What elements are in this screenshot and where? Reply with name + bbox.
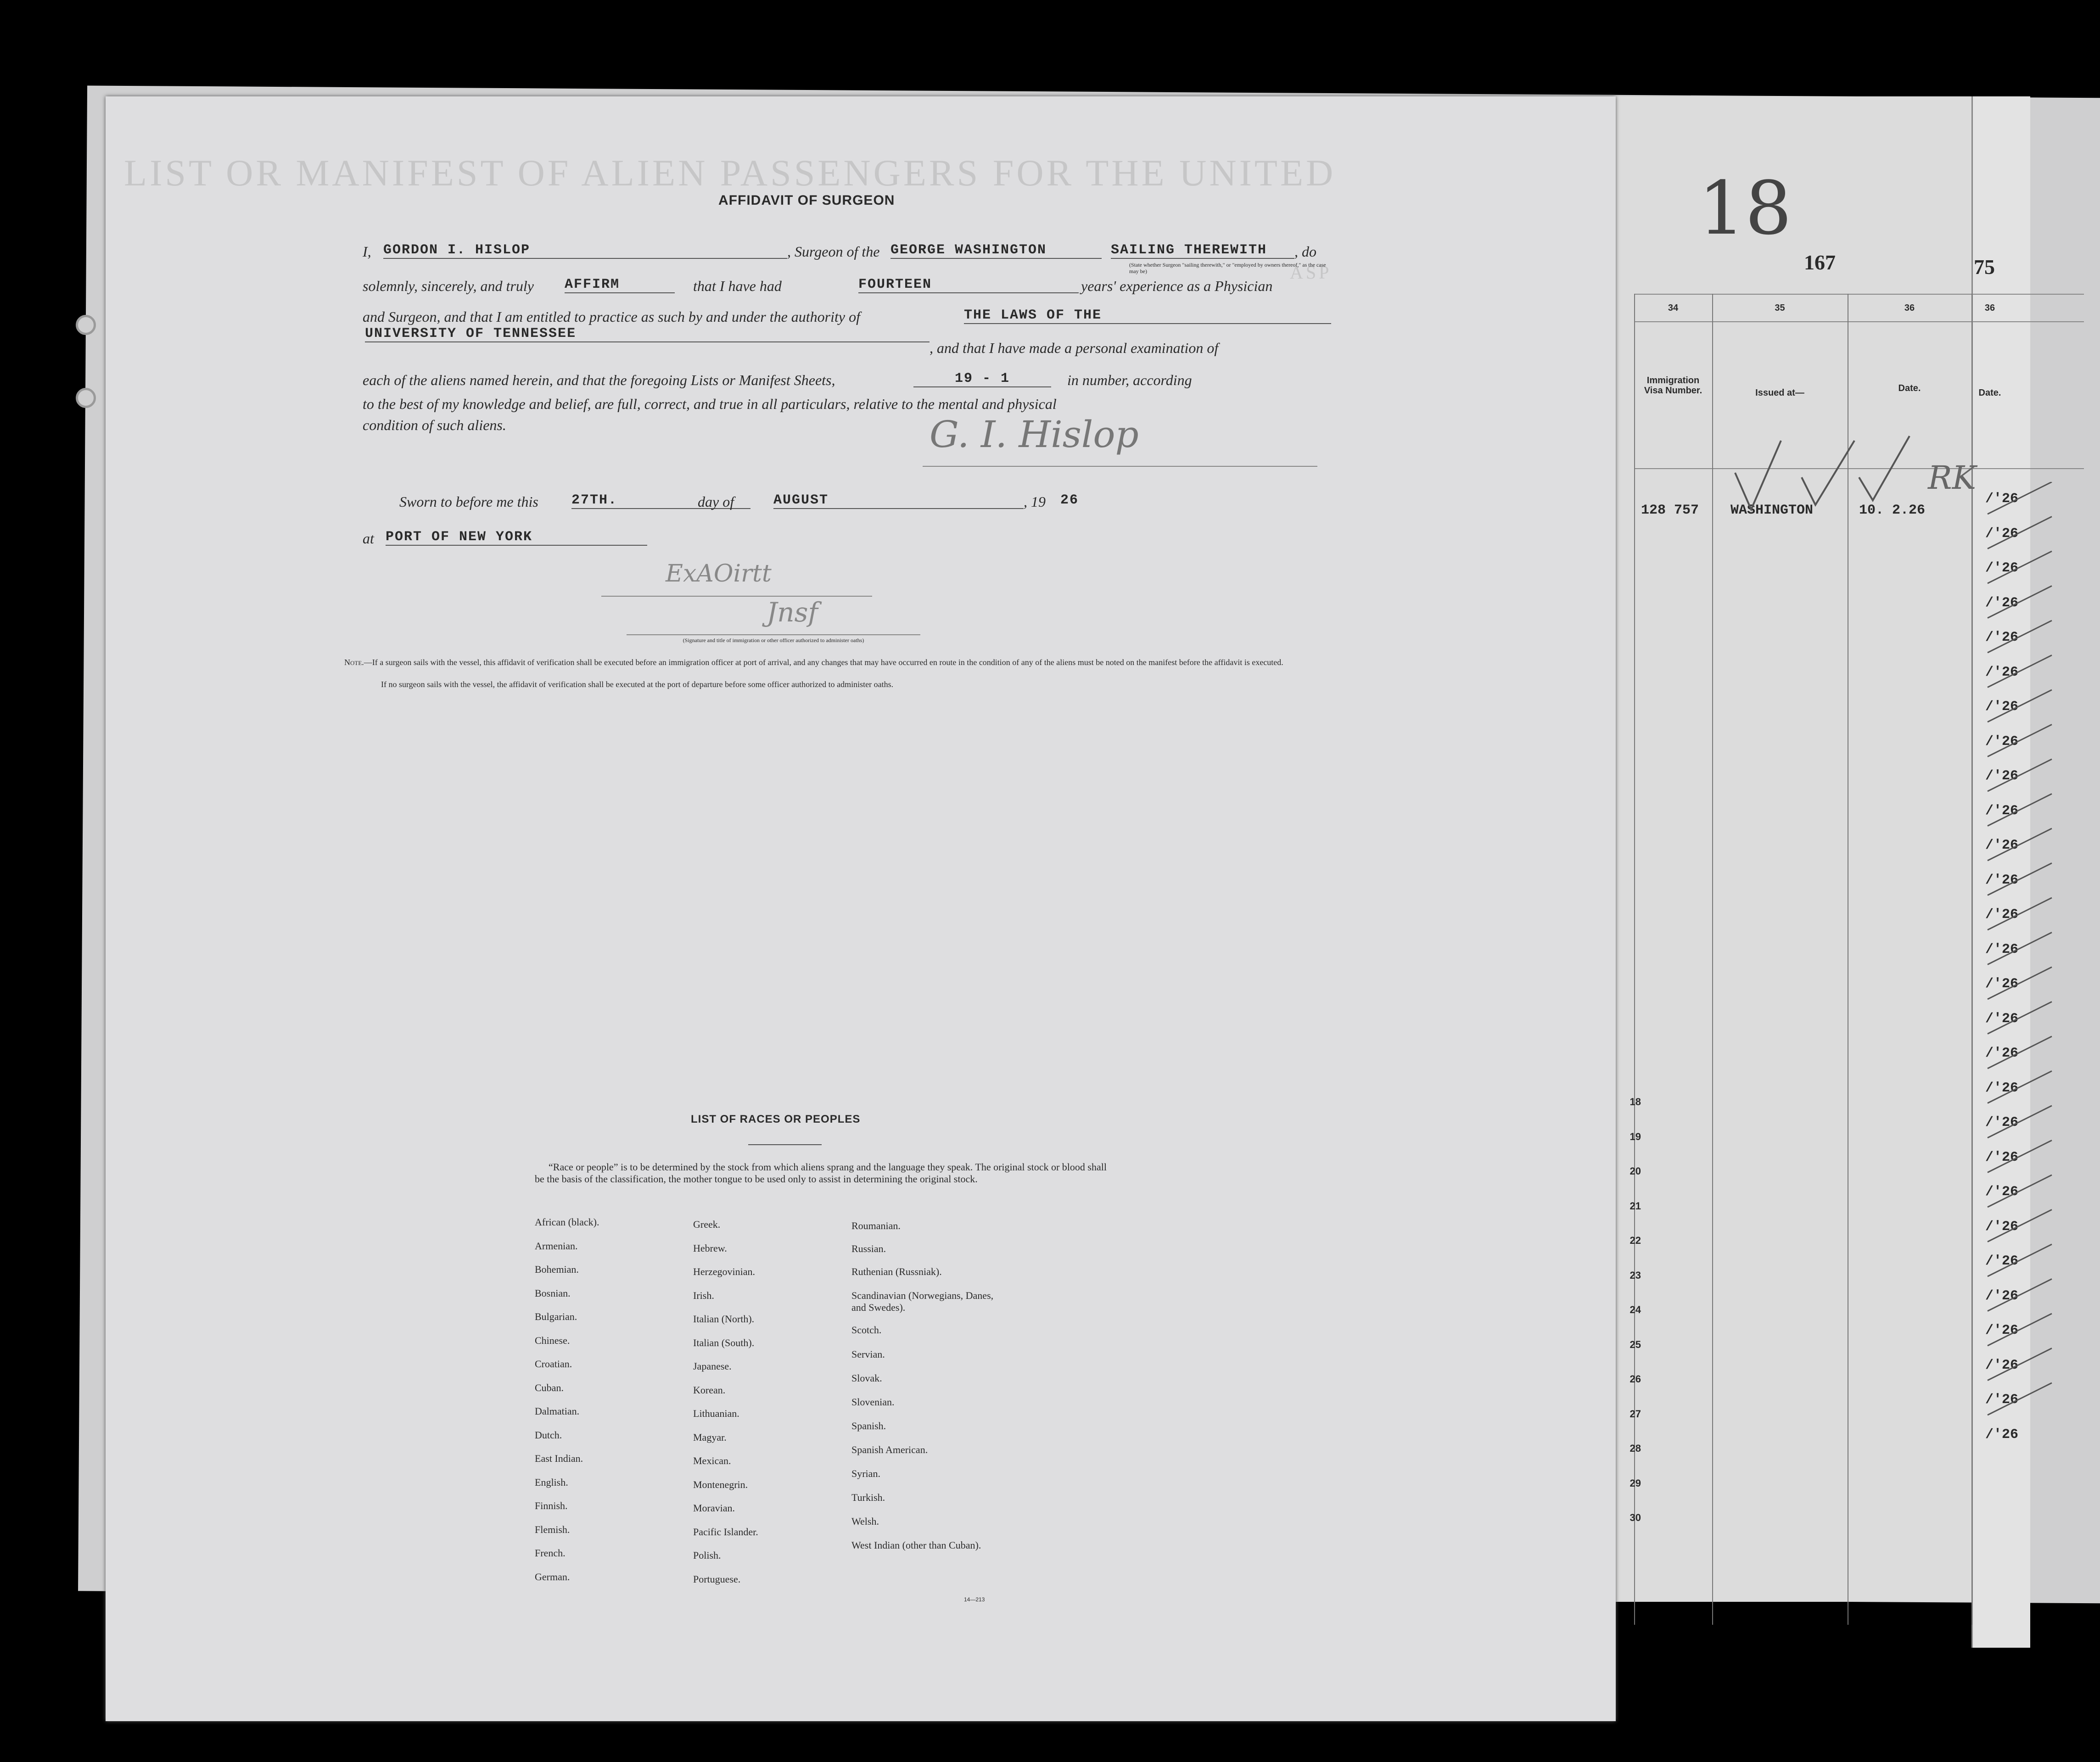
race-item: Ruthenian (Russniak).: [851, 1266, 942, 1277]
column-35-number: 35: [1775, 303, 1785, 313]
race-item: Slovenian.: [851, 1396, 895, 1408]
visa-date-value: 10. 2.26: [1859, 503, 1926, 518]
surgeon-of-label: , Surgeon of the: [787, 243, 880, 260]
sailing-status-field: SAILING THEREWITH: [1111, 242, 1294, 259]
at-label: at: [363, 530, 374, 547]
note-paragraph-1: —If a surgeon sails with the vessel, this affidavit of verification shall be executed before an immigration officer at port of arrival, and any changes that may have occurred en route in the condition of any of the aliens must be noted on the manifest before the affidavit is executed.: [364, 658, 1283, 667]
race-item: Russian.: [851, 1243, 886, 1254]
row-number: 22: [1630, 1235, 1641, 1246]
in-number-label: in number, according: [1067, 372, 1192, 388]
date-entry: /'26: [1985, 491, 2019, 507]
race-item: Syrian.: [851, 1468, 880, 1479]
date-check-slashes: [1983, 482, 2070, 1492]
date-entry: /'26: [1985, 595, 2019, 611]
bleed-through-header: LIST OR MANIFEST OF ALIEN PASSENGERS FOR THE UNITED: [124, 152, 1336, 194]
row-number: 24: [1630, 1304, 1641, 1315]
row-number: 20: [1630, 1165, 1641, 1177]
race-item: Finnish.: [535, 1500, 568, 1511]
race-item: Polish.: [693, 1549, 721, 1561]
surgeon-name-field: GORDON I. HISLOP: [383, 242, 787, 259]
date-entry: /'26: [1985, 907, 2019, 923]
sworn-place-field: PORT OF NEW YORK: [386, 529, 647, 546]
affidavit-heading: AFFIDAVIT OF SURGEON: [718, 193, 895, 208]
date-entry: /'26: [1985, 1046, 2019, 1061]
date-entry: /'26: [1985, 1323, 2019, 1338]
date-entry: /'26: [1985, 1115, 2019, 1130]
date-entry: /'26: [1985, 803, 2019, 819]
column-date-label: Date.: [1898, 383, 1921, 393]
race-item: Spanish.: [851, 1420, 886, 1432]
race-item: Cuban.: [535, 1382, 564, 1393]
race-item: Roumanian.: [851, 1220, 901, 1231]
row-number: 25: [1630, 1338, 1641, 1350]
row-number: 18: [1630, 1096, 1641, 1108]
condition-text: condition of such aliens.: [363, 417, 506, 433]
bleed-through-stamp: ASP: [1290, 262, 1332, 283]
handwritten-check-marks: [1726, 431, 1919, 514]
sworn-label: Sworn to before me this: [399, 493, 538, 510]
row-number: 29: [1630, 1477, 1641, 1489]
race-item: Japanese.: [693, 1360, 732, 1372]
that-i-have-had-label: that I have had: [693, 278, 782, 294]
race-item: Dalmatian.: [535, 1405, 580, 1417]
race-item: Irish.: [693, 1289, 714, 1301]
date-entry: /'26: [1985, 1426, 2019, 1443]
sworn-month-field: AUGUST: [773, 492, 1024, 509]
binding-hole: [76, 388, 96, 408]
date-entry: /'26: [1985, 526, 2019, 542]
visa-issued-at-value: WASHINGTON: [1730, 503, 1814, 518]
knowledge-belief-text: to the best of my knowledge and belief, are full, correct, and true in all particulars, relative to the mental and physical: [363, 396, 1057, 412]
race-item: Moravian.: [693, 1502, 735, 1514]
officer-caption: (Signature and title of immigration or other officer authorized to administer oaths): [683, 637, 864, 643]
note-label: Note.: [344, 658, 364, 667]
race-item: Spanish American.: [851, 1444, 928, 1455]
affidavit-sheet: [106, 96, 1616, 1721]
row-number: 19: [1630, 1130, 1641, 1142]
year-prefix-label: , 19: [1024, 493, 1046, 510]
race-item: Italian (North).: [693, 1313, 755, 1325]
solemnly-label: solemnly, sincerely, and truly: [363, 278, 534, 294]
note-paragraph-2: If no surgeon sails with the vessel, the affidavit of verification shall be executed at the port of departure before some officer authorized to administer oaths.: [381, 680, 894, 689]
years-experience-field: FOURTEEN: [858, 277, 1079, 293]
races-intro: “Race or people” is to be determined by the stock from which aliens sprang and the language they speak. The original stock or blood shall be the basis of the classification, the mother tongue to be used only to assist in determining the original stock.: [535, 1161, 1107, 1185]
manifest-sheets-label: each of the aliens named herein, and that the foregoing Lists or Manifest Sheets,: [363, 372, 835, 388]
race-item: Turkish.: [851, 1492, 885, 1503]
date-entry: /'26: [1985, 872, 2019, 888]
date-entry: /'26: [1985, 664, 2019, 680]
date-entry: /'26: [1985, 1357, 2019, 1373]
years-experience-label: years' experience as a Physician: [1081, 278, 1273, 294]
date-entry: /'26: [1985, 630, 2019, 645]
date-entry: /'26: [1985, 768, 2019, 784]
affidavit-note: [344, 657, 1317, 667]
date-entry: /'26: [1985, 1184, 2019, 1200]
date-entry: /'26: [1985, 941, 2019, 957]
race-item: Montenegrin.: [693, 1478, 748, 1490]
visa-number-value: 128 757: [1641, 503, 1699, 518]
race-item: Dutch.: [535, 1429, 562, 1441]
day-of-label: day of: [698, 493, 734, 510]
race-item: Servian.: [851, 1348, 885, 1360]
race-item: Italian (South).: [693, 1337, 755, 1348]
date-entry: /'26: [1985, 838, 2019, 853]
column-36b-number: 36: [1984, 303, 1995, 313]
races-heading: LIST OF RACES OR PEOPLES: [691, 1113, 861, 1125]
page-number-right: 75: [1974, 255, 1995, 279]
form-number: 14—213: [964, 1596, 985, 1603]
authority-field-1: THE LAWS OF THE: [964, 308, 1331, 324]
officer-initials: Jnsf: [767, 597, 818, 628]
authority-label: and Surgeon, and that I am entitled to practice as such by and under the authority of: [363, 308, 860, 325]
race-item: Flemish.: [535, 1523, 570, 1535]
column-date-label-2: Date.: [1978, 388, 2001, 398]
authority-field-2: UNIVERSITY OF TENNESSEE: [365, 326, 930, 342]
race-item: Mexican.: [693, 1455, 731, 1466]
row-number: 28: [1630, 1443, 1641, 1454]
race-item: Lithuanian.: [693, 1408, 739, 1419]
date-entry: /'26: [1985, 1011, 2019, 1027]
column-34-number: 34: [1668, 303, 1679, 313]
surgeon-signature: G. I. Hislop: [930, 413, 1139, 456]
race-item: Korean.: [693, 1384, 726, 1396]
race-item: Slovak.: [851, 1372, 882, 1384]
race-item: Chinese.: [535, 1334, 570, 1346]
oath-type-field: AFFIRM: [565, 277, 675, 293]
date-entry: /'26: [1985, 1149, 2019, 1165]
date-entry: /'26: [1985, 976, 2019, 992]
race-item: Scotch.: [851, 1324, 882, 1336]
column-36-number: 36: [1904, 303, 1915, 313]
race-item: Magyar.: [693, 1431, 727, 1443]
race-item: Armenian.: [535, 1240, 578, 1252]
binding-hole: [76, 315, 96, 335]
race-item: West Indian (other than Cuban).: [851, 1539, 981, 1551]
race-item: Bulgarian.: [535, 1311, 577, 1322]
date-entry: /'26: [1985, 1219, 2019, 1235]
race-item: Welsh.: [851, 1516, 879, 1527]
race-item: English.: [535, 1476, 568, 1488]
race-item: Herzegovinian.: [693, 1266, 755, 1277]
row-number: 30: [1630, 1512, 1641, 1523]
race-item: Hebrew.: [693, 1242, 727, 1254]
personal-examination-label: , and that I have made a personal examination of: [930, 340, 1219, 356]
row-number: 21: [1630, 1200, 1641, 1212]
ship-name-field: GEORGE WASHINGTON: [890, 242, 1102, 259]
sworn-day-field: 27TH.: [571, 492, 750, 509]
handwritten-initials: RK: [1928, 459, 1976, 497]
race-item: German.: [535, 1571, 570, 1583]
page-number-middle: 167: [1804, 251, 1836, 274]
row-number: 23: [1630, 1269, 1641, 1281]
sailing-status-note: (State whether Surgeon "sailing therewith," or "employed by owners thereof," as the case may be): [1129, 262, 1326, 274]
date-entry: /'26: [1985, 1288, 2019, 1304]
sworn-year-field: 26: [1060, 492, 1079, 508]
officer-signature: ExAOirtt: [666, 560, 772, 587]
date-entry: /'26: [1985, 560, 2019, 576]
handwritten-sheet-number: 18: [1698, 165, 1792, 251]
race-item: Bosnian.: [535, 1287, 571, 1299]
sheet-count-field: 19 - 1: [913, 371, 1051, 387]
race-item: Bohemian.: [535, 1264, 579, 1275]
date-entry: /'26: [1985, 699, 2019, 715]
column-visa-number-label: Immigration Visa Number.: [1644, 375, 1702, 396]
race-item: Scandinavian (Norwegians, Danes, and Swedes).: [851, 1290, 994, 1313]
do-label: , do: [1294, 243, 1316, 260]
date-entry: /'26: [1985, 733, 2019, 750]
race-item: Greek.: [693, 1219, 721, 1230]
race-item: East Indian.: [535, 1453, 583, 1464]
race-item: Croatian.: [535, 1358, 572, 1370]
date-entry: /'26: [1985, 1392, 2019, 1408]
date-entry: /'26: [1985, 1080, 2019, 1096]
date-entry: /'26: [1985, 1253, 2019, 1269]
row-number: 27: [1630, 1408, 1641, 1420]
race-item: Portuguese.: [693, 1573, 741, 1585]
affidavit-i-label: I,: [363, 243, 371, 260]
race-item: French.: [535, 1547, 566, 1559]
row-number: 26: [1630, 1373, 1641, 1385]
race-item: Pacific Islander.: [693, 1526, 758, 1538]
race-item: African (black).: [535, 1216, 599, 1228]
column-issued-at-label: Issued at—: [1755, 388, 1804, 398]
